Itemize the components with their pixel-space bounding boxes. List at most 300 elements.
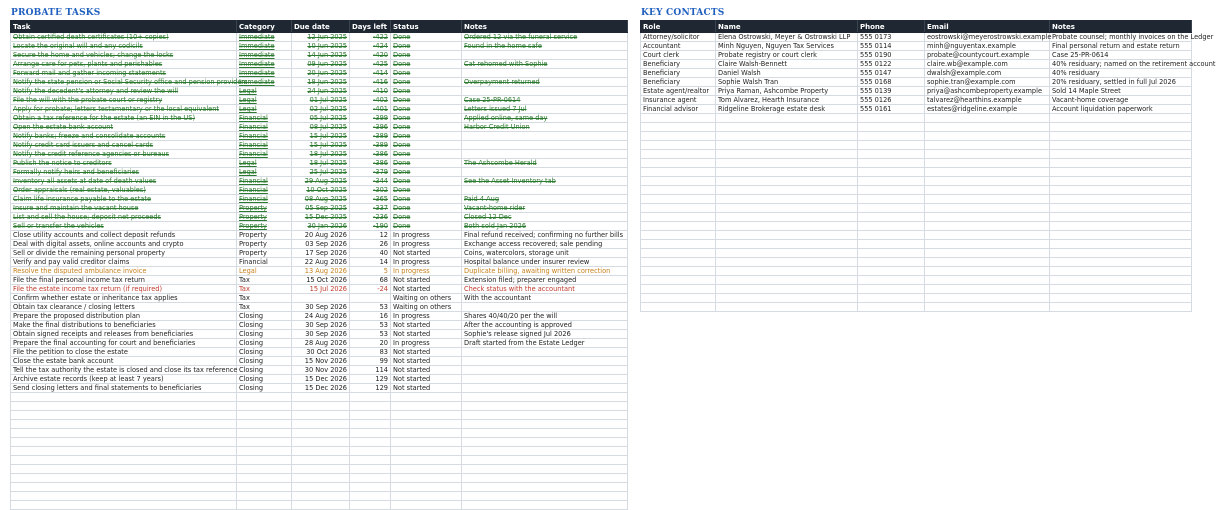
- empty-cell[interactable]: [350, 420, 391, 429]
- empty-cell[interactable]: [858, 276, 925, 285]
- category-cell[interactable]: Immediate: [237, 78, 292, 87]
- due-date-cell[interactable]: 30 Sep 2026: [292, 330, 350, 339]
- empty-cell[interactable]: [1050, 195, 1192, 204]
- due-date-cell[interactable]: 02 Jul 2025: [292, 105, 350, 114]
- empty-cell[interactable]: [1050, 285, 1192, 294]
- category-cell[interactable]: Closing: [237, 375, 292, 384]
- empty-cell[interactable]: [350, 438, 391, 447]
- category-cell[interactable]: Legal: [237, 87, 292, 96]
- empty-cell[interactable]: [1050, 141, 1192, 150]
- empty-cell[interactable]: [925, 168, 1050, 177]
- empty-cell[interactable]: [641, 303, 716, 312]
- empty-cell[interactable]: [925, 132, 1050, 141]
- days-left-cell[interactable]: 26: [350, 240, 391, 249]
- empty-cell[interactable]: [11, 447, 237, 456]
- days-left-cell[interactable]: -424: [350, 42, 391, 51]
- empty-cell[interactable]: [641, 231, 716, 240]
- category-cell[interactable]: Legal: [237, 159, 292, 168]
- notes-cell[interactable]: [462, 87, 628, 96]
- empty-cell[interactable]: [716, 123, 858, 132]
- task-cell[interactable]: Notify credit card issuers and cancel cards: [11, 141, 237, 150]
- empty-cell[interactable]: [858, 294, 925, 303]
- empty-cell[interactable]: [350, 393, 391, 402]
- email-cell[interactable]: eostrowski@meyerostrowski.example: [925, 33, 1050, 42]
- task-cell[interactable]: Notify the decedent's attorney and review the will: [11, 87, 237, 96]
- role-cell[interactable]: Insurance agent: [641, 96, 716, 105]
- status-cell[interactable]: Not started: [391, 366, 462, 375]
- role-cell[interactable]: Estate agent/realtor: [641, 87, 716, 96]
- empty-cell[interactable]: [858, 186, 925, 195]
- empty-cell[interactable]: [11, 465, 237, 474]
- category-cell[interactable]: Closing: [237, 384, 292, 393]
- status-cell[interactable]: Done: [391, 132, 462, 141]
- category-cell[interactable]: Financial: [237, 132, 292, 141]
- due-date-cell[interactable]: 01 Jul 2025: [292, 96, 350, 105]
- empty-cell[interactable]: [462, 465, 628, 474]
- empty-cell[interactable]: [11, 393, 237, 402]
- days-left-cell[interactable]: 53: [350, 303, 391, 312]
- notes-cell[interactable]: [462, 348, 628, 357]
- notes-cell[interactable]: Duplicate billing, awaiting written correction: [462, 267, 628, 276]
- contact-notes-cell[interactable]: Probate counsel; monthly invoices on the Ledger: [1050, 33, 1192, 42]
- email-cell[interactable]: minh@nguyentax.example: [925, 42, 1050, 51]
- empty-cell[interactable]: [11, 420, 237, 429]
- status-cell[interactable]: In progress: [391, 231, 462, 240]
- phone-cell[interactable]: 555 0173: [858, 33, 925, 42]
- category-cell[interactable]: Financial: [237, 141, 292, 150]
- category-cell[interactable]: Immediate: [237, 60, 292, 69]
- notes-cell[interactable]: [462, 303, 628, 312]
- empty-cell[interactable]: [716, 240, 858, 249]
- notes-cell[interactable]: Both sold Jan 2026: [462, 222, 628, 231]
- category-cell[interactable]: Closing: [237, 357, 292, 366]
- empty-cell[interactable]: [1050, 177, 1192, 186]
- empty-cell[interactable]: [641, 159, 716, 168]
- empty-cell[interactable]: [462, 492, 628, 501]
- task-cell[interactable]: Confirm whether estate or inheritance tax applies: [11, 294, 237, 303]
- notes-cell[interactable]: Hospital balance under insurer review: [462, 258, 628, 267]
- empty-cell[interactable]: [925, 141, 1050, 150]
- days-left-cell[interactable]: -379: [350, 168, 391, 177]
- name-cell[interactable]: Minh Nguyen, Nguyen Tax Services: [716, 42, 858, 51]
- phone-cell[interactable]: 555 0122: [858, 60, 925, 69]
- empty-cell[interactable]: [11, 483, 237, 492]
- empty-cell[interactable]: [237, 402, 292, 411]
- empty-cell[interactable]: [11, 402, 237, 411]
- notes-cell[interactable]: Found in the home safe: [462, 42, 628, 51]
- header-role[interactable]: Role: [641, 21, 716, 33]
- days-left-cell[interactable]: -414: [350, 69, 391, 78]
- empty-cell[interactable]: [292, 447, 350, 456]
- notes-cell[interactable]: [462, 51, 628, 60]
- empty-cell[interactable]: [716, 267, 858, 276]
- empty-cell[interactable]: [1050, 123, 1192, 132]
- category-cell[interactable]: Immediate: [237, 33, 292, 42]
- empty-cell[interactable]: [858, 258, 925, 267]
- empty-cell[interactable]: [641, 267, 716, 276]
- empty-cell[interactable]: [925, 267, 1050, 276]
- empty-cell[interactable]: [11, 456, 237, 465]
- empty-cell[interactable]: [716, 168, 858, 177]
- task-cell[interactable]: Obtain signed receipts and releases from beneficiaries: [11, 330, 237, 339]
- status-cell[interactable]: In progress: [391, 240, 462, 249]
- days-left-cell[interactable]: -422: [350, 33, 391, 42]
- name-cell[interactable]: Elena Ostrowski, Meyer & Ostrowski LLP: [716, 33, 858, 42]
- due-date-cell[interactable]: 20 Jun 2025: [292, 69, 350, 78]
- empty-cell[interactable]: [11, 411, 237, 420]
- task-cell[interactable]: Obtain certified death certificates (10+ copies): [11, 33, 237, 42]
- status-cell[interactable]: Done: [391, 168, 462, 177]
- category-cell[interactable]: Tax: [237, 285, 292, 294]
- empty-cell[interactable]: [716, 213, 858, 222]
- name-cell[interactable]: Probate registry or court clerk: [716, 51, 858, 60]
- due-date-cell[interactable]: 18 Jun 2025: [292, 78, 350, 87]
- name-cell[interactable]: Priya Raman, Ashcombe Property: [716, 87, 858, 96]
- notes-cell[interactable]: [462, 69, 628, 78]
- empty-cell[interactable]: [641, 294, 716, 303]
- empty-cell[interactable]: [237, 429, 292, 438]
- empty-cell[interactable]: [237, 438, 292, 447]
- empty-cell[interactable]: [858, 303, 925, 312]
- empty-cell[interactable]: [237, 447, 292, 456]
- notes-cell[interactable]: The Ashcombe Herald: [462, 159, 628, 168]
- notes-cell[interactable]: After the accounting is approved: [462, 321, 628, 330]
- empty-cell[interactable]: [641, 150, 716, 159]
- empty-cell[interactable]: [462, 420, 628, 429]
- task-cell[interactable]: Order appraisals (real estate, valuables): [11, 186, 237, 195]
- days-left-cell[interactable]: -344: [350, 177, 391, 186]
- category-cell[interactable]: Financial: [237, 114, 292, 123]
- empty-cell[interactable]: [237, 465, 292, 474]
- empty-cell[interactable]: [641, 276, 716, 285]
- empty-cell[interactable]: [237, 483, 292, 492]
- empty-cell[interactable]: [391, 411, 462, 420]
- empty-cell[interactable]: [1050, 204, 1192, 213]
- category-cell[interactable]: Financial: [237, 150, 292, 159]
- empty-cell[interactable]: [1050, 186, 1192, 195]
- email-cell[interactable]: estates@ridgeline.example: [925, 105, 1050, 114]
- empty-cell[interactable]: [716, 204, 858, 213]
- due-date-cell[interactable]: 15 Dec 2026: [292, 375, 350, 384]
- status-cell[interactable]: Not started: [391, 321, 462, 330]
- empty-cell[interactable]: [391, 501, 462, 510]
- header-status[interactable]: Status: [391, 21, 462, 33]
- empty-cell[interactable]: [641, 213, 716, 222]
- due-date-cell[interactable]: 30 Sep 2026: [292, 321, 350, 330]
- email-cell[interactable]: sophie.tran@example.com: [925, 78, 1050, 87]
- empty-cell[interactable]: [858, 141, 925, 150]
- notes-cell[interactable]: [462, 168, 628, 177]
- category-cell[interactable]: Closing: [237, 366, 292, 375]
- due-date-cell[interactable]: 15 Jul 2025: [292, 141, 350, 150]
- empty-cell[interactable]: [1050, 240, 1192, 249]
- empty-cell[interactable]: [350, 474, 391, 483]
- category-cell[interactable]: Tax: [237, 294, 292, 303]
- empty-cell[interactable]: [925, 258, 1050, 267]
- header-days-left[interactable]: Days left: [350, 21, 391, 33]
- role-cell[interactable]: Attorney/solicitor: [641, 33, 716, 42]
- empty-cell[interactable]: [716, 294, 858, 303]
- category-cell[interactable]: Property: [237, 231, 292, 240]
- category-cell[interactable]: Tax: [237, 303, 292, 312]
- empty-cell[interactable]: [1050, 267, 1192, 276]
- header-name[interactable]: Name: [716, 21, 858, 33]
- contact-notes-cell[interactable]: 20% residuary, settled in full Jul 2026: [1050, 78, 1192, 87]
- task-cell[interactable]: File the final personal income tax return: [11, 276, 237, 285]
- days-left-cell[interactable]: -236: [350, 213, 391, 222]
- due-date-cell[interactable]: 15 Jul 2025: [292, 132, 350, 141]
- empty-cell[interactable]: [641, 123, 716, 132]
- due-date-cell[interactable]: 08 Jul 2025: [292, 123, 350, 132]
- days-left-cell[interactable]: [350, 294, 391, 303]
- due-date-cell[interactable]: 24 Jun 2025: [292, 87, 350, 96]
- empty-cell[interactable]: [858, 168, 925, 177]
- empty-cell[interactable]: [925, 222, 1050, 231]
- empty-cell[interactable]: [925, 249, 1050, 258]
- due-date-cell[interactable]: 30 Sep 2026: [292, 303, 350, 312]
- empty-cell[interactable]: [11, 438, 237, 447]
- empty-cell[interactable]: [11, 429, 237, 438]
- notes-cell[interactable]: [462, 132, 628, 141]
- due-date-cell[interactable]: 20 Aug 2026: [292, 231, 350, 240]
- empty-cell[interactable]: [716, 276, 858, 285]
- empty-cell[interactable]: [11, 501, 237, 510]
- email-cell[interactable]: claire.wb@example.com: [925, 60, 1050, 69]
- category-cell[interactable]: Property: [237, 240, 292, 249]
- notes-cell[interactable]: [462, 357, 628, 366]
- empty-cell[interactable]: [462, 438, 628, 447]
- empty-cell[interactable]: [858, 213, 925, 222]
- name-cell[interactable]: Daniel Walsh: [716, 69, 858, 78]
- status-cell[interactable]: Done: [391, 96, 462, 105]
- empty-cell[interactable]: [391, 465, 462, 474]
- empty-cell[interactable]: [11, 474, 237, 483]
- status-cell[interactable]: Done: [391, 123, 462, 132]
- notes-cell[interactable]: Overpayment returned: [462, 78, 628, 87]
- days-left-cell[interactable]: -389: [350, 132, 391, 141]
- header-notes[interactable]: Notes: [462, 21, 628, 33]
- empty-cell[interactable]: [858, 195, 925, 204]
- task-cell[interactable]: Send closing letters and final statements to beneficiaries: [11, 384, 237, 393]
- empty-cell[interactable]: [292, 420, 350, 429]
- due-date-cell[interactable]: 15 Nov 2026: [292, 357, 350, 366]
- empty-cell[interactable]: [237, 456, 292, 465]
- status-cell[interactable]: Done: [391, 141, 462, 150]
- empty-cell[interactable]: [237, 411, 292, 420]
- empty-cell[interactable]: [925, 150, 1050, 159]
- empty-cell[interactable]: [925, 123, 1050, 132]
- task-cell[interactable]: Locate the original will and any codicils: [11, 42, 237, 51]
- days-left-cell[interactable]: 5: [350, 267, 391, 276]
- task-cell[interactable]: Open the estate bank account: [11, 123, 237, 132]
- empty-cell[interactable]: [1050, 168, 1192, 177]
- due-date-cell[interactable]: 03 Sep 2026: [292, 240, 350, 249]
- task-cell[interactable]: Apply for probate; letters testamentary or the local equivalent: [11, 105, 237, 114]
- due-date-cell[interactable]: 18 Jul 2025: [292, 159, 350, 168]
- empty-cell[interactable]: [462, 456, 628, 465]
- task-cell[interactable]: List and sell the house; deposit net proceeds: [11, 213, 237, 222]
- due-date-cell[interactable]: 09 Jun 2025: [292, 60, 350, 69]
- task-cell[interactable]: File the will with the probate court or registry: [11, 96, 237, 105]
- header-phone[interactable]: Phone: [858, 21, 925, 33]
- task-cell[interactable]: File the estate income tax return (if required): [11, 285, 237, 294]
- empty-cell[interactable]: [641, 114, 716, 123]
- task-cell[interactable]: Forward mail and gather incoming statements: [11, 69, 237, 78]
- category-cell[interactable]: Property: [237, 249, 292, 258]
- empty-cell[interactable]: [925, 213, 1050, 222]
- category-cell[interactable]: Closing: [237, 312, 292, 321]
- status-cell[interactable]: Done: [391, 159, 462, 168]
- empty-cell[interactable]: [641, 222, 716, 231]
- empty-cell[interactable]: [716, 186, 858, 195]
- empty-cell[interactable]: [391, 429, 462, 438]
- due-date-cell[interactable]: 13 Aug 2026: [292, 267, 350, 276]
- empty-cell[interactable]: [858, 177, 925, 186]
- name-cell[interactable]: Sophie Walsh Tran: [716, 78, 858, 87]
- empty-cell[interactable]: [641, 186, 716, 195]
- contact-notes-cell[interactable]: Account liquidation paperwork: [1050, 105, 1192, 114]
- empty-cell[interactable]: [716, 141, 858, 150]
- task-cell[interactable]: Archive estate records (keep at least 7 years): [11, 375, 237, 384]
- empty-cell[interactable]: [716, 132, 858, 141]
- empty-cell[interactable]: [858, 132, 925, 141]
- days-left-cell[interactable]: -302: [350, 186, 391, 195]
- role-cell[interactable]: Accountant: [641, 42, 716, 51]
- due-date-cell[interactable]: 15 Dec 2025: [292, 213, 350, 222]
- status-cell[interactable]: Done: [391, 150, 462, 159]
- empty-cell[interactable]: [925, 231, 1050, 240]
- due-date-cell[interactable]: 15 Dec 2026: [292, 384, 350, 393]
- notes-cell[interactable]: Shares 40/40/20 per the will: [462, 312, 628, 321]
- empty-cell[interactable]: [925, 177, 1050, 186]
- notes-cell[interactable]: See the Asset Inventory tab: [462, 177, 628, 186]
- days-left-cell[interactable]: -389: [350, 141, 391, 150]
- header-contact-notes[interactable]: Notes: [1050, 21, 1192, 33]
- empty-cell[interactable]: [716, 285, 858, 294]
- empty-cell[interactable]: [462, 411, 628, 420]
- phone-cell[interactable]: 555 0114: [858, 42, 925, 51]
- empty-cell[interactable]: [858, 204, 925, 213]
- email-cell[interactable]: probate@countycourt.example: [925, 51, 1050, 60]
- task-cell[interactable]: Close utility accounts and collect deposit refunds: [11, 231, 237, 240]
- due-date-cell[interactable]: 22 Aug 2026: [292, 258, 350, 267]
- days-left-cell[interactable]: 14: [350, 258, 391, 267]
- status-cell[interactable]: Done: [391, 69, 462, 78]
- empty-cell[interactable]: [716, 231, 858, 240]
- empty-cell[interactable]: [716, 258, 858, 267]
- empty-cell[interactable]: [292, 465, 350, 474]
- empty-cell[interactable]: [716, 222, 858, 231]
- notes-cell[interactable]: Check status with the accountant: [462, 285, 628, 294]
- name-cell[interactable]: Ridgeline Brokerage estate desk: [716, 105, 858, 114]
- due-date-cell[interactable]: 12 Jun 2025: [292, 33, 350, 42]
- notes-cell[interactable]: Closed 12 Dec: [462, 213, 628, 222]
- empty-cell[interactable]: [1050, 114, 1192, 123]
- empty-cell[interactable]: [292, 456, 350, 465]
- status-cell[interactable]: Not started: [391, 285, 462, 294]
- empty-cell[interactable]: [858, 249, 925, 258]
- notes-cell[interactable]: [462, 186, 628, 195]
- header-due-date[interactable]: Due date: [292, 21, 350, 33]
- due-date-cell[interactable]: 14 Jun 2025: [292, 51, 350, 60]
- empty-cell[interactable]: [641, 204, 716, 213]
- task-cell[interactable]: Notify banks; freeze and consolidate accounts: [11, 132, 237, 141]
- status-cell[interactable]: Done: [391, 51, 462, 60]
- days-left-cell[interactable]: 12: [350, 231, 391, 240]
- empty-cell[interactable]: [716, 114, 858, 123]
- days-left-cell[interactable]: 99: [350, 357, 391, 366]
- empty-cell[interactable]: [858, 267, 925, 276]
- role-cell[interactable]: Beneficiary: [641, 60, 716, 69]
- category-cell[interactable]: Financial: [237, 195, 292, 204]
- category-cell[interactable]: Financial: [237, 123, 292, 132]
- task-cell[interactable]: Sell or divide the remaining personal property: [11, 249, 237, 258]
- task-cell[interactable]: Formally notify heirs and beneficiaries: [11, 168, 237, 177]
- status-cell[interactable]: In progress: [391, 267, 462, 276]
- empty-cell[interactable]: [292, 501, 350, 510]
- category-cell[interactable]: Legal: [237, 267, 292, 276]
- days-left-cell[interactable]: -386: [350, 150, 391, 159]
- empty-cell[interactable]: [292, 393, 350, 402]
- due-date-cell[interactable]: 15 Oct 2026: [292, 276, 350, 285]
- empty-cell[interactable]: [858, 123, 925, 132]
- notes-cell[interactable]: Case 25-PR-0614: [462, 96, 628, 105]
- empty-cell[interactable]: [350, 447, 391, 456]
- days-left-cell[interactable]: -396: [350, 123, 391, 132]
- status-cell[interactable]: Done: [391, 78, 462, 87]
- status-cell[interactable]: Not started: [391, 348, 462, 357]
- due-date-cell[interactable]: 28 Aug 2026: [292, 339, 350, 348]
- empty-cell[interactable]: [292, 492, 350, 501]
- empty-cell[interactable]: [391, 492, 462, 501]
- notes-cell[interactable]: [462, 375, 628, 384]
- task-cell[interactable]: Tell the tax authority the estate is closed and close its tax reference: [11, 366, 237, 375]
- empty-cell[interactable]: [858, 159, 925, 168]
- empty-cell[interactable]: [292, 411, 350, 420]
- task-cell[interactable]: Close the estate bank account: [11, 357, 237, 366]
- days-left-cell[interactable]: 114: [350, 366, 391, 375]
- days-left-cell[interactable]: 53: [350, 321, 391, 330]
- empty-cell[interactable]: [462, 501, 628, 510]
- category-cell[interactable]: Closing: [237, 321, 292, 330]
- status-cell[interactable]: Waiting on others: [391, 303, 462, 312]
- days-left-cell[interactable]: -425: [350, 60, 391, 69]
- notes-cell[interactable]: Extension filed; preparer engaged: [462, 276, 628, 285]
- empty-cell[interactable]: [925, 114, 1050, 123]
- due-date-cell[interactable]: 30 Jan 2026: [292, 222, 350, 231]
- empty-cell[interactable]: [716, 195, 858, 204]
- empty-cell[interactable]: [716, 159, 858, 168]
- status-cell[interactable]: Waiting on others: [391, 294, 462, 303]
- empty-cell[interactable]: [350, 402, 391, 411]
- days-left-cell[interactable]: -399: [350, 114, 391, 123]
- task-cell[interactable]: Insure and maintain the vacant house: [11, 204, 237, 213]
- empty-cell[interactable]: [858, 240, 925, 249]
- status-cell[interactable]: Done: [391, 213, 462, 222]
- phone-cell[interactable]: 555 0126: [858, 96, 925, 105]
- empty-cell[interactable]: [925, 276, 1050, 285]
- due-date-cell[interactable]: 29 Aug 2025: [292, 177, 350, 186]
- empty-cell[interactable]: [641, 258, 716, 267]
- status-cell[interactable]: Done: [391, 60, 462, 69]
- empty-cell[interactable]: [292, 429, 350, 438]
- due-date-cell[interactable]: 17 Sep 2026: [292, 249, 350, 258]
- empty-cell[interactable]: [237, 420, 292, 429]
- days-left-cell[interactable]: -337: [350, 204, 391, 213]
- status-cell[interactable]: Not started: [391, 249, 462, 258]
- status-cell[interactable]: Done: [391, 186, 462, 195]
- empty-cell[interactable]: [462, 393, 628, 402]
